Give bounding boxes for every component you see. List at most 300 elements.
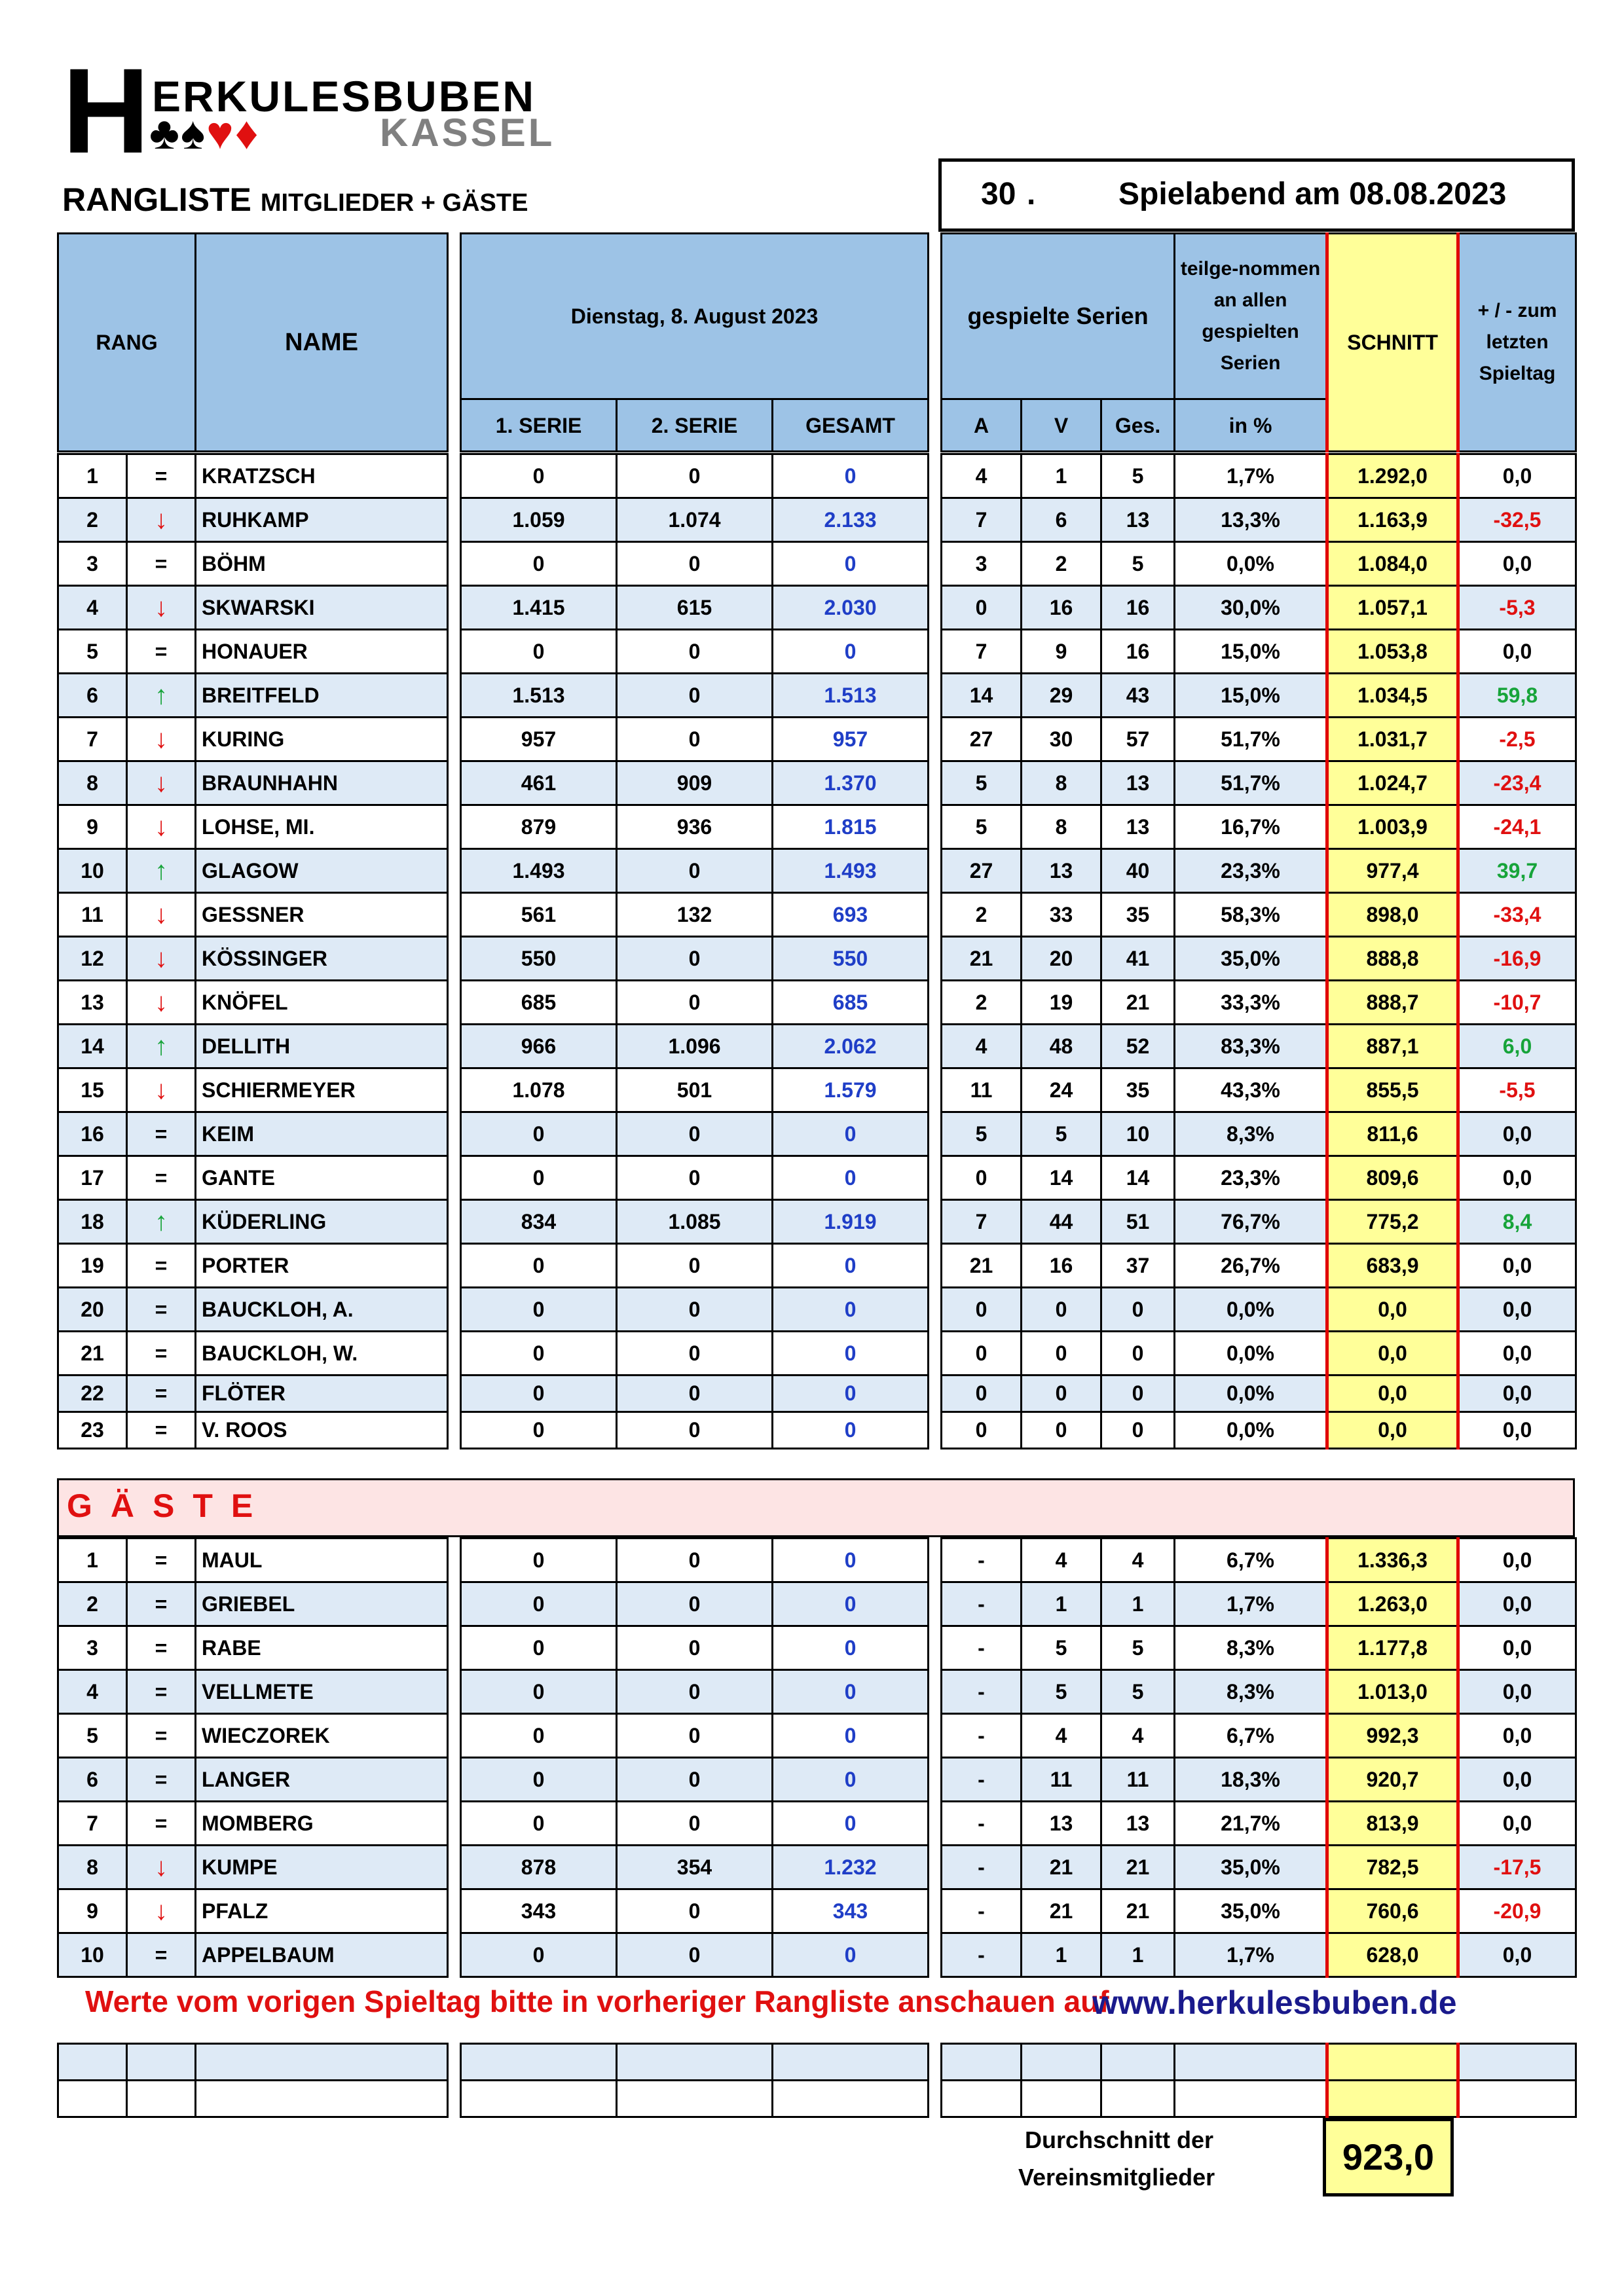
spacer <box>929 630 942 674</box>
spacer <box>929 1412 942 1449</box>
pct-cell: 1,7% <box>1175 1933 1327 1977</box>
logo-letter: H <box>62 44 147 179</box>
ges-cell: 14 <box>1101 1156 1175 1200</box>
spacer <box>448 1200 461 1244</box>
spacer <box>448 1539 461 1582</box>
rank-cell: 23 <box>58 1412 127 1449</box>
delta-cell: 8,4 <box>1458 1200 1576 1244</box>
equal-icon: = <box>155 464 168 488</box>
delta-cell: -16,9 <box>1458 937 1576 981</box>
arrow-down-icon: ↓ <box>155 1852 168 1882</box>
name-cell: VELLMETE <box>196 1670 448 1714</box>
a-cell: - <box>942 1582 1022 1626</box>
rank-cell: 9 <box>58 805 127 849</box>
v-cell: 13 <box>1022 849 1101 893</box>
v-cell: 11 <box>1022 1758 1101 1802</box>
schnitt-cell: 898,0 <box>1327 893 1458 937</box>
serie1-cell: 879 <box>461 805 617 849</box>
serie2-cell: 909 <box>617 761 773 805</box>
ges-cell: 1 <box>1101 1933 1175 1977</box>
schnitt-cell: 992,3 <box>1327 1714 1458 1758</box>
serie1-cell: 1.513 <box>461 674 617 718</box>
v-cell: 5 <box>1022 1112 1101 1156</box>
ges-cell: 13 <box>1101 498 1175 542</box>
ges-cell: 21 <box>1101 1889 1175 1933</box>
delta-cell: -5,3 <box>1458 586 1576 630</box>
table-row <box>58 1288 1576 1332</box>
total-cell: 693 <box>773 893 929 937</box>
total-cell: 0 <box>773 1288 929 1332</box>
a-cell: 21 <box>942 937 1022 981</box>
v-cell: 2 <box>1022 542 1101 586</box>
trend-cell <box>127 542 196 586</box>
table-row <box>58 1332 1576 1376</box>
schnitt-cell: 809,6 <box>1327 1156 1458 1200</box>
arrow-up-icon: ↑ <box>155 1031 168 1061</box>
equal-icon: = <box>155 1381 168 1405</box>
v-cell: 4 <box>1022 1714 1101 1758</box>
ges-cell: 13 <box>1101 1802 1175 1846</box>
name-cell: LANGER <box>196 1758 448 1802</box>
equal-icon: = <box>155 1723 168 1747</box>
a-cell: 14 <box>942 674 1022 718</box>
table-row <box>58 761 1576 805</box>
equal-icon: = <box>155 1679 168 1704</box>
rank-cell: 22 <box>58 1376 127 1412</box>
rank-cell: 16 <box>58 1112 127 1156</box>
name-cell: BÖHM <box>196 542 448 586</box>
trend-cell <box>127 498 196 542</box>
a-cell: 7 <box>942 630 1022 674</box>
header-in-pct: in % <box>1175 399 1327 452</box>
trend-cell <box>127 1802 196 1846</box>
table-row <box>58 1376 1576 1412</box>
arrow-down-icon: ↓ <box>155 768 168 797</box>
total-cell: 1.919 <box>773 1200 929 1244</box>
a-cell: - <box>942 1802 1022 1846</box>
rank-cell: 6 <box>58 1758 127 1802</box>
v-cell: 29 <box>1022 674 1101 718</box>
serie2-cell: 0 <box>617 674 773 718</box>
table-row <box>58 1846 1576 1889</box>
trend-cell <box>127 630 196 674</box>
serie1-cell: 0 <box>461 1112 617 1156</box>
pct-cell: 0,0% <box>1175 1376 1327 1412</box>
rank-cell: 10 <box>58 849 127 893</box>
a-cell: 27 <box>942 718 1022 761</box>
spacer <box>448 234 461 452</box>
table-row <box>58 1112 1576 1156</box>
schnitt-cell: 887,1 <box>1327 1025 1458 1068</box>
a-cell: 7 <box>942 1200 1022 1244</box>
pct-cell: 0,0% <box>1175 542 1327 586</box>
trend-cell <box>127 937 196 981</box>
total-cell: 0 <box>773 630 929 674</box>
trend-cell <box>127 1332 196 1376</box>
equal-icon: = <box>155 1942 168 1967</box>
spacer <box>929 1288 942 1332</box>
spacer <box>929 586 942 630</box>
trend-cell <box>127 1156 196 1200</box>
table-row <box>58 1068 1576 1112</box>
ges-cell: 0 <box>1101 1376 1175 1412</box>
serie1-cell: 0 <box>461 1714 617 1758</box>
spacer <box>929 234 942 452</box>
a-cell: 0 <box>942 1288 1022 1332</box>
serie1-cell: 561 <box>461 893 617 937</box>
serie2-cell: 0 <box>617 630 773 674</box>
rank-cell: 1 <box>58 1539 127 1582</box>
v-cell: 1 <box>1022 1933 1101 1977</box>
rank-cell: 3 <box>58 542 127 586</box>
total-cell: 0 <box>773 542 929 586</box>
total-cell: 0 <box>773 1156 929 1200</box>
heart-icon: ♥ <box>206 107 235 158</box>
spacer <box>929 1582 942 1626</box>
schnitt-cell: 1.084,0 <box>1327 542 1458 586</box>
evening-label: Spielabend am 08.08.2023 <box>1118 177 1507 211</box>
total-cell: 343 <box>773 1889 929 1933</box>
v-cell: 13 <box>1022 1802 1101 1846</box>
header-name: NAME <box>196 234 448 452</box>
spacer <box>929 1933 942 1977</box>
ges-cell: 13 <box>1101 761 1175 805</box>
serie2-cell: 0 <box>617 981 773 1025</box>
rank-cell: 4 <box>58 586 127 630</box>
pct-cell: 1,7% <box>1175 1582 1327 1626</box>
club-icon: ♣ <box>149 107 181 158</box>
v-cell: 44 <box>1022 1200 1101 1244</box>
trend-cell <box>127 1288 196 1332</box>
ges-cell: 10 <box>1101 1112 1175 1156</box>
serie1-cell: 0 <box>461 1802 617 1846</box>
serie1-cell: 0 <box>461 1156 617 1200</box>
pct-cell: 33,3% <box>1175 981 1327 1025</box>
pct-cell: 30,0% <box>1175 586 1327 630</box>
spacer <box>929 761 942 805</box>
schnitt-cell: 855,5 <box>1327 1068 1458 1112</box>
serie1-cell: 0 <box>461 1376 617 1412</box>
arrow-down-icon: ↓ <box>155 1075 168 1104</box>
spacer <box>929 893 942 937</box>
a-cell: - <box>942 1933 1022 1977</box>
table-row <box>58 805 1576 849</box>
rank-cell: 21 <box>58 1332 127 1376</box>
name-cell: GRIEBEL <box>196 1582 448 1626</box>
schnitt-cell: 888,8 <box>1327 937 1458 981</box>
schnitt-cell: 1.177,8 <box>1327 1626 1458 1670</box>
equal-icon: = <box>155 1418 168 1442</box>
delta-cell: 0,0 <box>1458 1582 1576 1626</box>
footer-url-link[interactable]: www.herkulesbuben.de <box>1092 1984 1457 2021</box>
total-cell: 0 <box>773 454 929 498</box>
rank-cell: 20 <box>58 1288 127 1332</box>
serie1-cell: 550 <box>461 937 617 981</box>
serie2-cell: 0 <box>617 1539 773 1582</box>
name-cell: V. ROOS <box>196 1412 448 1449</box>
schnitt-cell: 683,9 <box>1327 1244 1458 1288</box>
table-row <box>58 1626 1576 1670</box>
pct-cell: 15,0% <box>1175 674 1327 718</box>
schnitt-cell: 1.336,3 <box>1327 1539 1458 1582</box>
spacer <box>929 1156 942 1200</box>
table-row <box>58 542 1576 586</box>
rank-cell: 15 <box>58 1068 127 1112</box>
v-cell: 6 <box>1022 498 1101 542</box>
name-cell: KRATZSCH <box>196 454 448 498</box>
serie2-cell: 0 <box>617 1244 773 1288</box>
pct-cell: 8,3% <box>1175 1626 1327 1670</box>
delta-cell: 59,8 <box>1458 674 1576 718</box>
rank-cell: 9 <box>58 1889 127 1933</box>
table-row <box>58 1539 1576 1582</box>
total-cell: 0 <box>773 1539 929 1582</box>
spacer <box>448 1244 461 1288</box>
ges-cell: 5 <box>1101 542 1175 586</box>
table-row <box>58 718 1576 761</box>
ges-cell: 5 <box>1101 1626 1175 1670</box>
serie2-cell: 1.096 <box>617 1025 773 1068</box>
pct-cell: 23,3% <box>1175 849 1327 893</box>
serie1-cell: 685 <box>461 981 617 1025</box>
serie1-cell: 0 <box>461 1626 617 1670</box>
ges-cell: 16 <box>1101 630 1175 674</box>
name-cell: SKWARSKI <box>196 586 448 630</box>
pct-cell: 0,0% <box>1175 1412 1327 1449</box>
table-row <box>58 849 1576 893</box>
serie1-cell: 0 <box>461 1933 617 1977</box>
v-cell: 30 <box>1022 718 1101 761</box>
arrow-down-icon: ↓ <box>155 1896 168 1925</box>
name-cell: BAUCKLOH, W. <box>196 1332 448 1376</box>
schnitt-cell: 1.292,0 <box>1327 454 1458 498</box>
schnitt-cell: 782,5 <box>1327 1846 1458 1889</box>
spacer <box>448 937 461 981</box>
delta-cell: -20,9 <box>1458 1889 1576 1933</box>
logo-suits <box>149 107 260 158</box>
trend-cell <box>127 1714 196 1758</box>
spacer <box>448 1112 461 1156</box>
total-cell: 1.370 <box>773 761 929 805</box>
header-a: A <box>942 399 1022 452</box>
equal-icon: = <box>155 1165 168 1190</box>
spacer <box>929 674 942 718</box>
rank-cell: 5 <box>58 630 127 674</box>
v-cell: 16 <box>1022 1244 1101 1288</box>
trend-cell <box>127 893 196 937</box>
trend-cell <box>127 1200 196 1244</box>
total-cell: 1.815 <box>773 805 929 849</box>
spacer <box>448 1670 461 1714</box>
pct-cell: 35,0% <box>1175 937 1327 981</box>
trend-cell <box>127 805 196 849</box>
name-cell: KÖSSINGER <box>196 937 448 981</box>
spacer <box>929 1376 942 1412</box>
ges-cell: 16 <box>1101 586 1175 630</box>
serie1-cell: 0 <box>461 454 617 498</box>
logo-top-text: ERKULESBUBEN <box>152 72 536 120</box>
trend-cell <box>127 1376 196 1412</box>
spacer <box>448 805 461 849</box>
spacer <box>448 1288 461 1332</box>
table-row <box>58 498 1576 542</box>
a-cell: 7 <box>942 498 1022 542</box>
serie2-cell: 0 <box>617 1288 773 1332</box>
arrow-down-icon: ↓ <box>155 505 168 534</box>
total-cell: 1.232 <box>773 1846 929 1889</box>
title-text: RANGLISTE <box>62 181 251 218</box>
name-cell: BAUCKLOH, A. <box>196 1288 448 1332</box>
trend-cell <box>127 761 196 805</box>
schnitt-cell: 977,4 <box>1327 849 1458 893</box>
serie1-cell: 0 <box>461 1332 617 1376</box>
pct-cell: 0,0% <box>1175 1288 1327 1332</box>
header-serie2: 2. SERIE <box>617 399 773 452</box>
total-cell: 0 <box>773 1714 929 1758</box>
schnitt-cell: 1.024,7 <box>1327 761 1458 805</box>
delta-cell: 0,0 <box>1458 1626 1576 1670</box>
spacer <box>929 1025 942 1068</box>
ges-cell: 21 <box>1101 981 1175 1025</box>
total-cell: 0 <box>773 1112 929 1156</box>
schnitt-cell: 1.013,0 <box>1327 1670 1458 1714</box>
pct-cell: 58,3% <box>1175 893 1327 937</box>
trend-cell <box>127 718 196 761</box>
spacer <box>448 1626 461 1670</box>
diamond-icon: ♦ <box>234 107 260 158</box>
name-cell: DELLITH <box>196 1025 448 1068</box>
serie2-cell: 615 <box>617 586 773 630</box>
total-cell: 0 <box>773 1758 929 1802</box>
v-cell: 1 <box>1022 1582 1101 1626</box>
a-cell: 21 <box>942 1244 1022 1288</box>
delta-cell: -17,5 <box>1458 1846 1576 1889</box>
schnitt-cell: 1.263,0 <box>1327 1582 1458 1626</box>
a-cell: 27 <box>942 849 1022 893</box>
footer-note: Werte vom vorigen Spieltag bitte in vorheriger Rangliste anschauen auf <box>85 1984 1109 2018</box>
trend-cell <box>127 1889 196 1933</box>
serie1-cell: 834 <box>461 1200 617 1244</box>
pct-cell: 18,3% <box>1175 1758 1327 1802</box>
total-cell: 957 <box>773 718 929 761</box>
spacer <box>929 454 942 498</box>
header-teilgenommen: teilge-nommen an allen gespielten Serien <box>1175 234 1327 399</box>
spacer <box>929 718 942 761</box>
delta-cell: -24,1 <box>1458 805 1576 849</box>
page-title <box>62 180 528 223</box>
schnitt-cell: 1.031,7 <box>1327 718 1458 761</box>
ges-cell: 0 <box>1101 1288 1175 1332</box>
serie2-cell: 0 <box>617 1156 773 1200</box>
pct-cell: 51,7% <box>1175 718 1327 761</box>
evening-number: 30 <box>981 177 1016 211</box>
serie2-cell: 0 <box>617 1758 773 1802</box>
name-cell: HONAUER <box>196 630 448 674</box>
total-cell: 0 <box>773 1670 929 1714</box>
arrow-up-icon: ↑ <box>155 1207 168 1236</box>
trend-cell <box>127 1068 196 1112</box>
rank-cell: 8 <box>58 1846 127 1889</box>
spacer <box>929 1889 942 1933</box>
delta-cell: 0,0 <box>1458 1156 1576 1200</box>
rank-cell: 17 <box>58 1156 127 1200</box>
a-cell: 0 <box>942 1376 1022 1412</box>
rank-cell: 4 <box>58 1670 127 1714</box>
trend-cell <box>127 1244 196 1288</box>
serie1-cell: 343 <box>461 1889 617 1933</box>
delta-cell: -5,5 <box>1458 1068 1576 1112</box>
ges-cell: 11 <box>1101 1758 1175 1802</box>
delta-cell: 0,0 <box>1458 1244 1576 1288</box>
serie2-cell: 0 <box>617 937 773 981</box>
average-label: Durchschnitt der <box>1025 2126 1214 2153</box>
evening-dot: . <box>1027 177 1036 211</box>
header-delta: + / - zum letzten Spieltag <box>1458 234 1576 452</box>
total-cell: 0 <box>773 1244 929 1288</box>
v-cell: 1 <box>1022 454 1101 498</box>
spacer <box>448 718 461 761</box>
equal-icon: = <box>155 1253 168 1277</box>
total-cell: 1.579 <box>773 1068 929 1112</box>
equal-icon: = <box>155 1121 168 1146</box>
trend-cell <box>127 1025 196 1068</box>
a-cell: 4 <box>942 1025 1022 1068</box>
rank-cell: 14 <box>58 1025 127 1068</box>
spacer <box>929 1758 942 1802</box>
arrow-up-icon: ↑ <box>155 856 168 885</box>
a-cell: 0 <box>942 586 1022 630</box>
spacer <box>448 1933 461 1977</box>
pct-cell: 83,3% <box>1175 1025 1327 1068</box>
ges-cell: 13 <box>1101 805 1175 849</box>
name-cell: PFALZ <box>196 1889 448 1933</box>
spacer <box>448 1068 461 1112</box>
spacer <box>448 1025 461 1068</box>
spacer <box>929 498 942 542</box>
pct-cell: 8,3% <box>1175 1670 1327 1714</box>
serie1-cell: 0 <box>461 630 617 674</box>
v-cell: 0 <box>1022 1288 1101 1332</box>
equal-icon: = <box>155 1297 168 1321</box>
equal-icon: = <box>155 1811 168 1835</box>
table-row <box>58 1582 1576 1626</box>
spacer <box>448 761 461 805</box>
spacer <box>448 454 461 498</box>
equal-icon: = <box>155 1767 168 1791</box>
pct-cell: 0,0% <box>1175 1332 1327 1376</box>
spacer <box>448 586 461 630</box>
table-row <box>58 893 1576 937</box>
trend-cell <box>127 1670 196 1714</box>
pct-cell: 21,7% <box>1175 1802 1327 1846</box>
a-cell: 5 <box>942 805 1022 849</box>
serie2-cell: 0 <box>617 1412 773 1449</box>
ges-cell: 35 <box>1101 893 1175 937</box>
arrow-up-icon: ↑ <box>155 680 168 710</box>
serie2-cell: 0 <box>617 1933 773 1977</box>
name-cell: SCHIERMEYER <box>196 1068 448 1112</box>
serie2-cell: 501 <box>617 1068 773 1112</box>
serie1-cell: 0 <box>461 542 617 586</box>
delta-cell: 0,0 <box>1458 1758 1576 1802</box>
total-cell: 0 <box>773 1412 929 1449</box>
spacer <box>448 1376 461 1412</box>
serie1-cell: 0 <box>461 1758 617 1802</box>
header-table <box>57 232 1577 452</box>
table-row <box>58 1156 1576 1200</box>
table-row <box>58 1670 1576 1714</box>
spacer <box>448 674 461 718</box>
